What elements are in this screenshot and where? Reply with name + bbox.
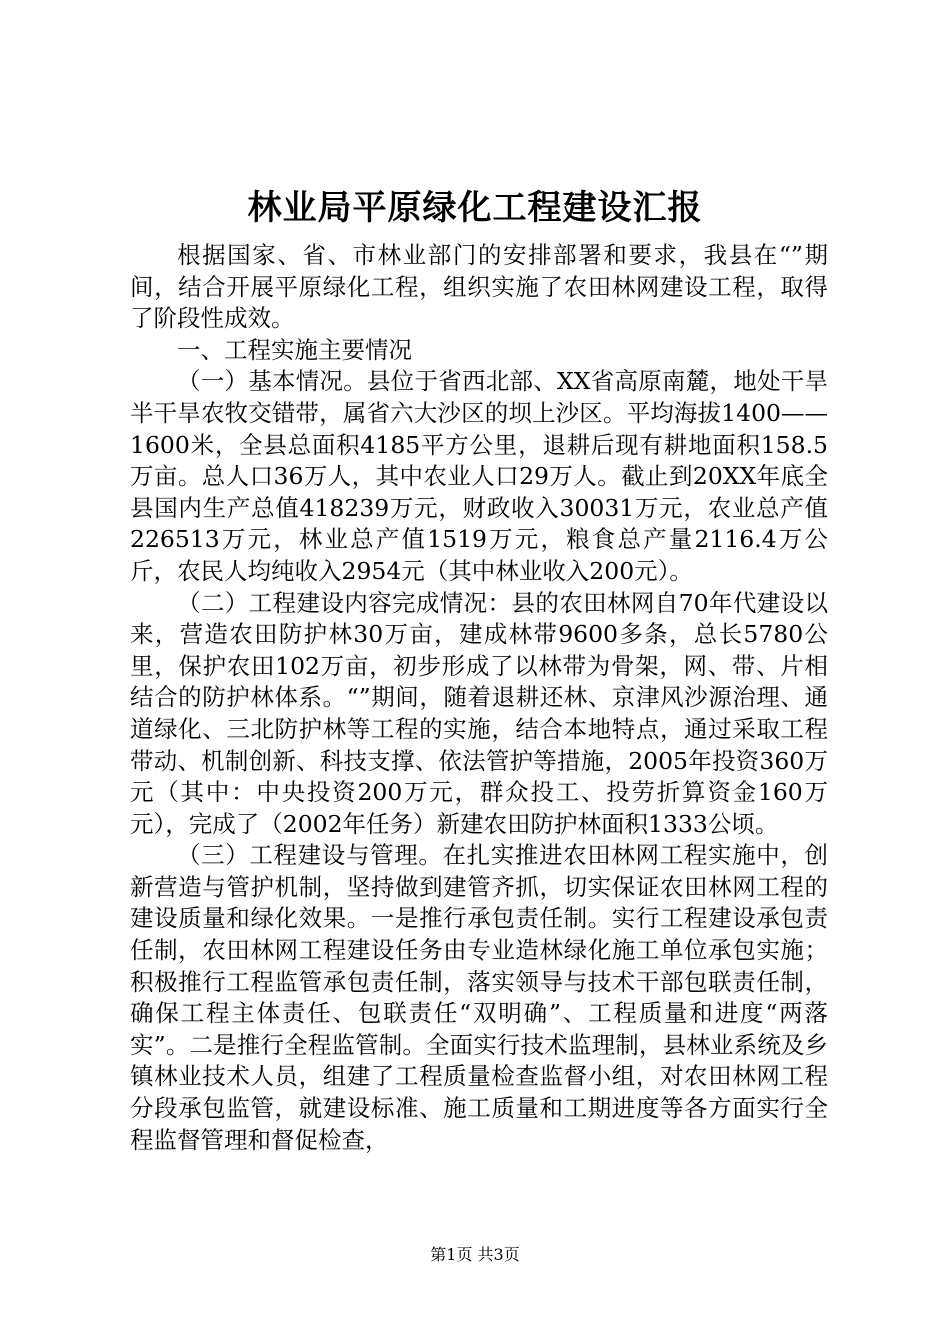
paragraph-basic-situation: （一）基本情况。县位于省西北部、XX省高原南麓，地处干旱半干旱农牧交错带，属省六大沙区的坝上沙区。平均海拔1400——1600米，全县总面积4185平方公里，退耕后现有耕地面积158.5万亩。总人口36万人，其中农业人口29万人。截止到20XX年底全县国内生产总值418239万元，财政收入30031万元，农业总产值226513万元，林业总产值1519万元，粮食总产量2116.4万公斤，农民人均纯收入2954元（其中林业收入200元）。 [130, 367, 828, 585]
paragraph-construction-content: （二）工程建设内容完成情况：县的农田林网自70年代建设以来，营造农田防护林30万亩，建成林带9600多条，总长5780公里，保护农田102万亩，初步形成了以林带为骨架，网、带、片相结合的防护林体系。“”期间，随着退耕还林、京津风沙源治理、通道绿化、三北防护林等工程的实施，结合本地特点，通过采取工程带动、机制创新、科技支撑、依法管护等措施，2005年投资360万元（其中：中央投资200万元，群众投工、投劳折算资金160万元），完成了（2002年任务）新建农田防护林面积1333公顷。 [130, 588, 828, 838]
section-heading: 一、工程实施主要情况 [177, 335, 412, 364]
document-body [130, 240, 828, 1156]
page-number: 第1页 共3页 [430, 1245, 520, 1264]
paragraph-construction-management: （三）工程建设与管理。在扎实推进农田林网工程实施中，创新营造与管护机制，坚持做到建管齐抓，切实保证农田林网工程的建设质量和绿化效果。一是推行承包责任制。实行工程建设承包责任制，农田林网工程建设任务由专业造林绿化施工单位承包实施；积极推行工程监管承包责任制，落实领导与技术干部包联责任制，确保工程主体责任、包联责任“双明确”、工程质量和进度“两落实”。二是推行全程监管制。全面实行技术监理制，县林业系统及乡镇林业技术人员，组建了工程质量检查监督小组，对农田林网工程分段承包监管，就建设标准、施工质量和工期进度等各方面实行全程监督管理和督促检查， [130, 841, 828, 1154]
document-title: 林业局平原绿化工程建设汇报 [247, 188, 703, 228]
paragraph-intro: 根据国家、省、市林业部门的安排部署和要求，我县在“”期间，结合开展平原绿化工程，组织实施了农田林网建设工程，取得了阶段性成效。 [130, 241, 828, 333]
